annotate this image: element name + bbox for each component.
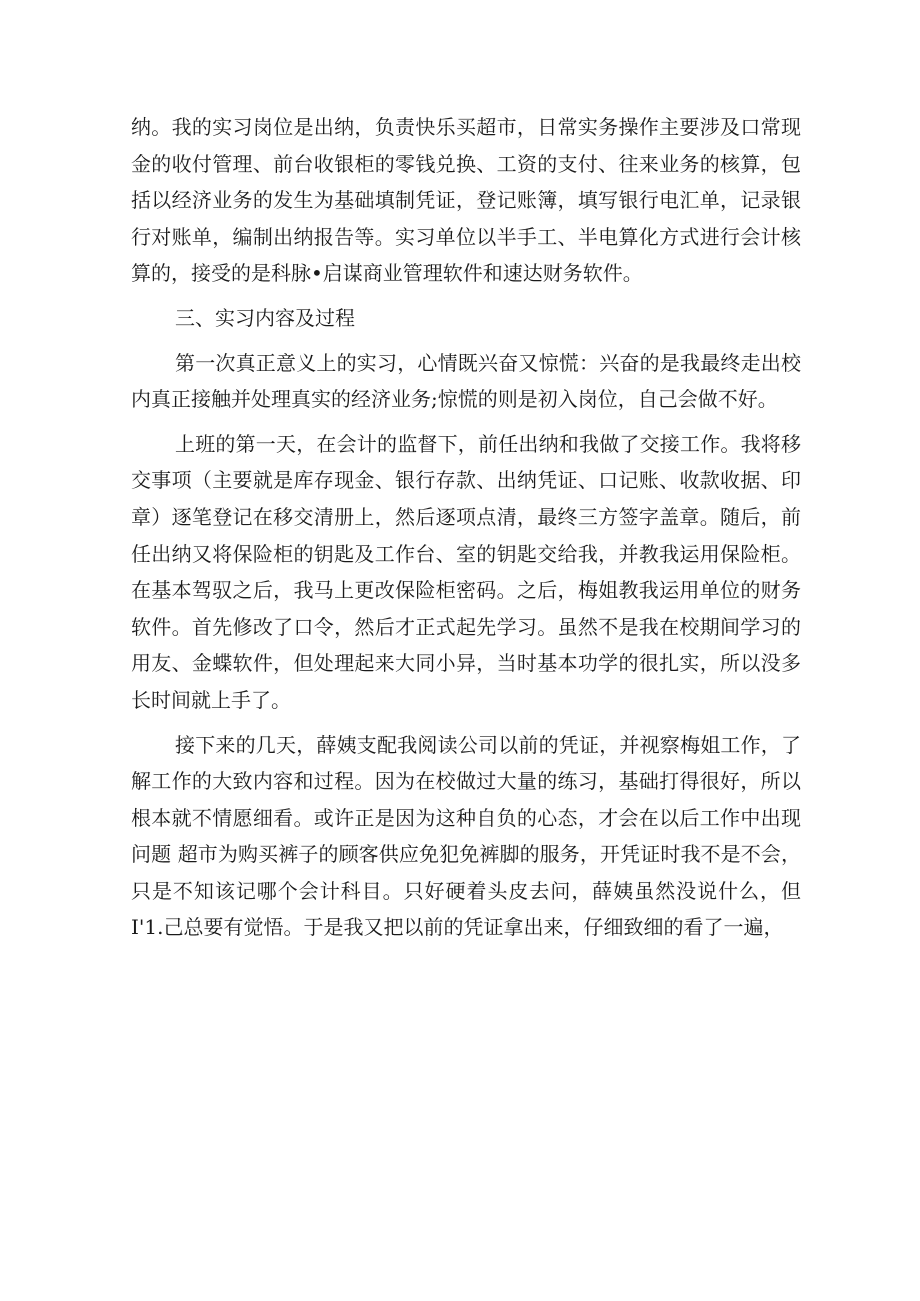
paragraph-next-days: 接下来的几天，薛姨支配我阅读公司以前的凭证，并视察梅姐工作，了解工作的大致内容和过程。因为在校做过大量的练习，基础打得很好，所以根本就不情愿细看。或许正是因为这种自负的心态，才会在以后工作中出现问题 超市为购买裤子的顾客供应免犯免裤脚的服务，开凭证时我不是不会，只是不知该记哪个会计科目。只好硬着头皮去问，薛姨虽然没说什么，但I'1.己总要有觉悟。于是我又把以前的凭证拿出来，仔细致细的看了一遍，: [131, 732, 801, 940]
section-heading: 三、实习内容及过程: [175, 305, 355, 330]
paragraph-first-internship: 第一次真正意义上的实习，心情既兴奋又惊慌：兴奋的是我最终走出校内真正接触并处理真实的经济业务;惊慌的则是初入岗位，自己会做不好。: [131, 350, 801, 412]
paragraph-first-day: 上班的第一天，在会计的监督下，前任出纳和我做了交接工作。我将移交事项（主要就是库存现金、银行存款、出纳凭证、口记账、收款收据、印章）逐笔登记在移交清册上，然后逐项点清，最终三方签字盖章。随后，前任出纳又将保险柜的钥匙及工作台、室的钥匙交给我，并教我运用保险柜。在基本驾驭之后，我马上更改保险柜密码。之后，梅姐教我运用单位的财务软件。首先修改了口令，然后才正式起先学习。虽然不是我在校期间学习的用友、金蝶软件，但处理起来大同小异，当时基本功学的很扎实，所以没多长时间就上手了。: [131, 431, 801, 712]
paragraph-duties: 纳。我的实习岗位是出纳，负责快乐买超市，日常实务操作主要涉及口常现金的收付管理、前台收银柜的零钱兑换、工资的支付、往来业务的核算，包括以经济业务的发生为基础填制凭证，登记账簿，填写银行电汇单，记录银行对账单，编制出纳报告等。实习单位以半手工、半电算化方式进行会计核算的，接受的是科脉•启谋商业管理软件和速达财务软件。: [131, 115, 801, 286]
